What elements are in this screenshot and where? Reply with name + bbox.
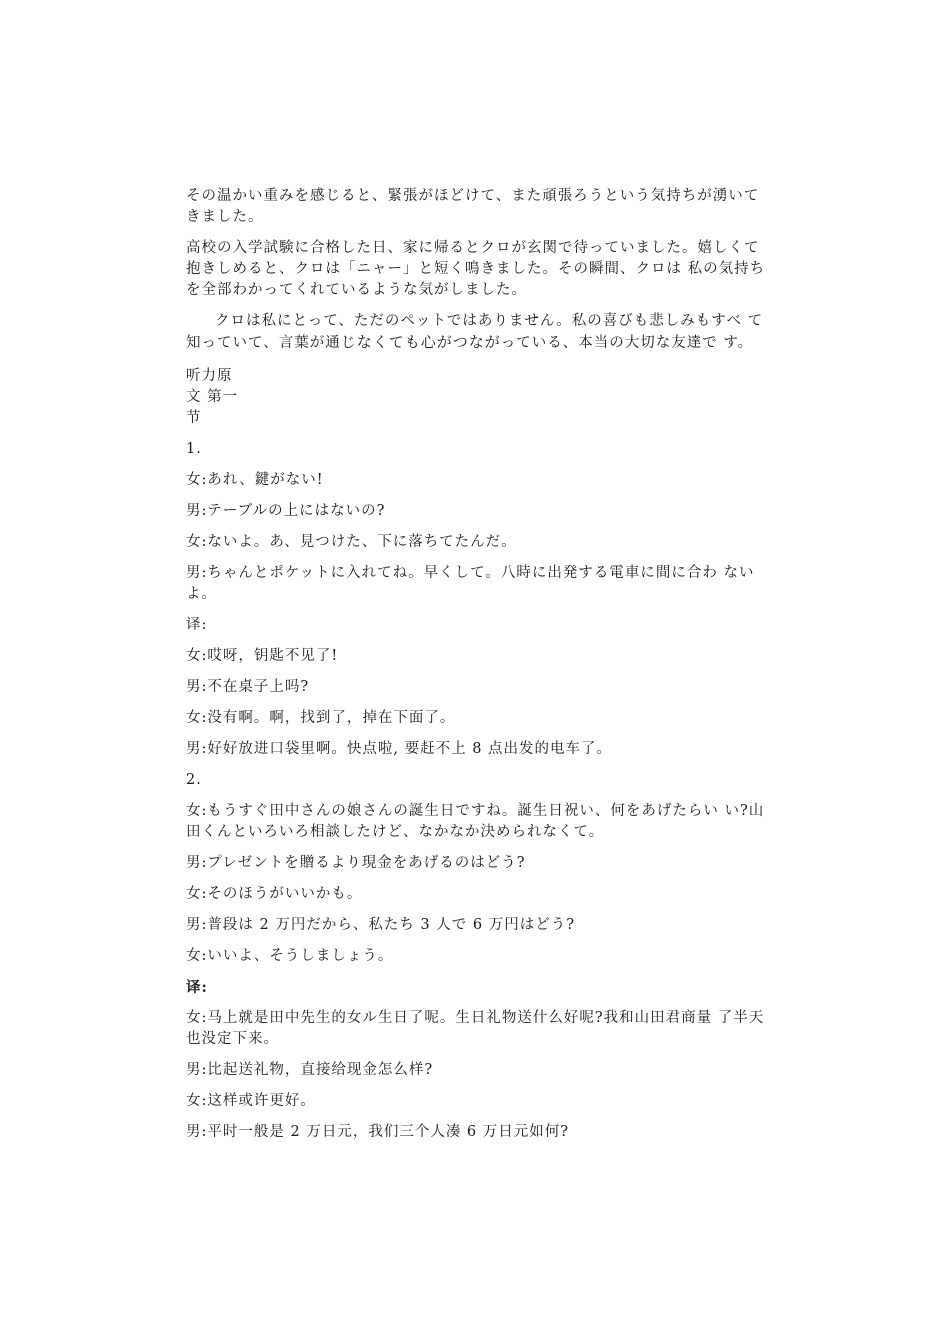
story-paragraph-1: その温かい重みを感じると、緊張がほどけて、また頑張ろうという気持ちが湧いてきました。 (186, 188, 760, 225)
story-paragraph-3 (186, 311, 766, 354)
story-paragraph-2: 高校の入学試験に合格した日、家に帰るとクロが玄関で待っていました。嬉しくて抱きしめると、クロは「ニャー」と短く鳴きました。その瞬間、クロは 私の気持ちを全部わかってくれているような気がしました。 (186, 240, 766, 298)
q2-translation-4: 男:平时一般是 2 万日元，我们三个人凑 6 万日元如何? (186, 1124, 570, 1140)
q2-line-3: 女:そのほうがいいかも。 (186, 886, 363, 902)
q2-translation-3: 女:这样或许更好。 (186, 1093, 316, 1109)
q2-translation-2: 男:比起送礼物，直接给现金怎么样? (186, 1062, 434, 1078)
question-2-number: 2. (186, 772, 202, 788)
q1-translation-3: 女:没有啊。啊，找到了，掉在下面了。 (186, 710, 456, 726)
q2-line-1: 女:もうすぐ田中さんの娘さんの誕生日ですね。誕生日祝い、何をあげたらい い?山田くんといろいろ相談したけど、なかなか決められなくて。 (186, 803, 765, 840)
question-1-number: 1. (186, 441, 202, 457)
q1-line-1: 女:あれ、鍵がない! (186, 472, 324, 488)
q1-translation-2: 男:不在桌子上吗? (186, 679, 310, 695)
q1-translation-1: 女:哎呀，钥匙不见了! (186, 648, 339, 664)
q1-line-2: 男:テーブルの上にはないの? (186, 503, 386, 519)
q2-translation-label: 译: (186, 979, 208, 996)
q1-line-4: 男:ちゃんとポケットに入れてね。早くして。八時に出発する電車に間に合わ ないよ。 (186, 565, 755, 602)
q2-translation-1: 女:马上就是田中先生的女ル生日了呢。生日礼物送什么好呢?我和山田君商量 了半天也没定下来。 (186, 1010, 765, 1047)
section-heading: 听力原文 第一节 (186, 368, 239, 426)
q1-translation-4: 男:好好放进口袋里啊。快点啦, 要赶不上 8 点出发的电车了。 (186, 741, 613, 757)
q2-line-5: 女:いいよ、そうしましょう。 (186, 948, 394, 964)
q2-line-2: 男:プレゼントを贈るより現金をあげるのはどう? (186, 855, 526, 871)
story-paragraph-3-part-b: っている、本当の大切な友達で す。 (500, 335, 754, 351)
document-page (186, 186, 766, 1153)
q2-line-4: 男:普段は 2 万円だから、私たち 3 人で 6 万円はどう? (186, 917, 575, 933)
story-paragraph-3-part-a: クロは私にとって、ただのペットではありません。私の喜びも悲しみもすべ て知っていて、言葉が通 (186, 313, 764, 351)
q1-line-3: 女:ないよ。あ、見つけた、下に落ちてたんだ。 (186, 534, 517, 550)
q1-translation-label: 译: (186, 617, 208, 633)
story-paragraph-3-emphasis: じなくても心がつなが (340, 333, 501, 351)
